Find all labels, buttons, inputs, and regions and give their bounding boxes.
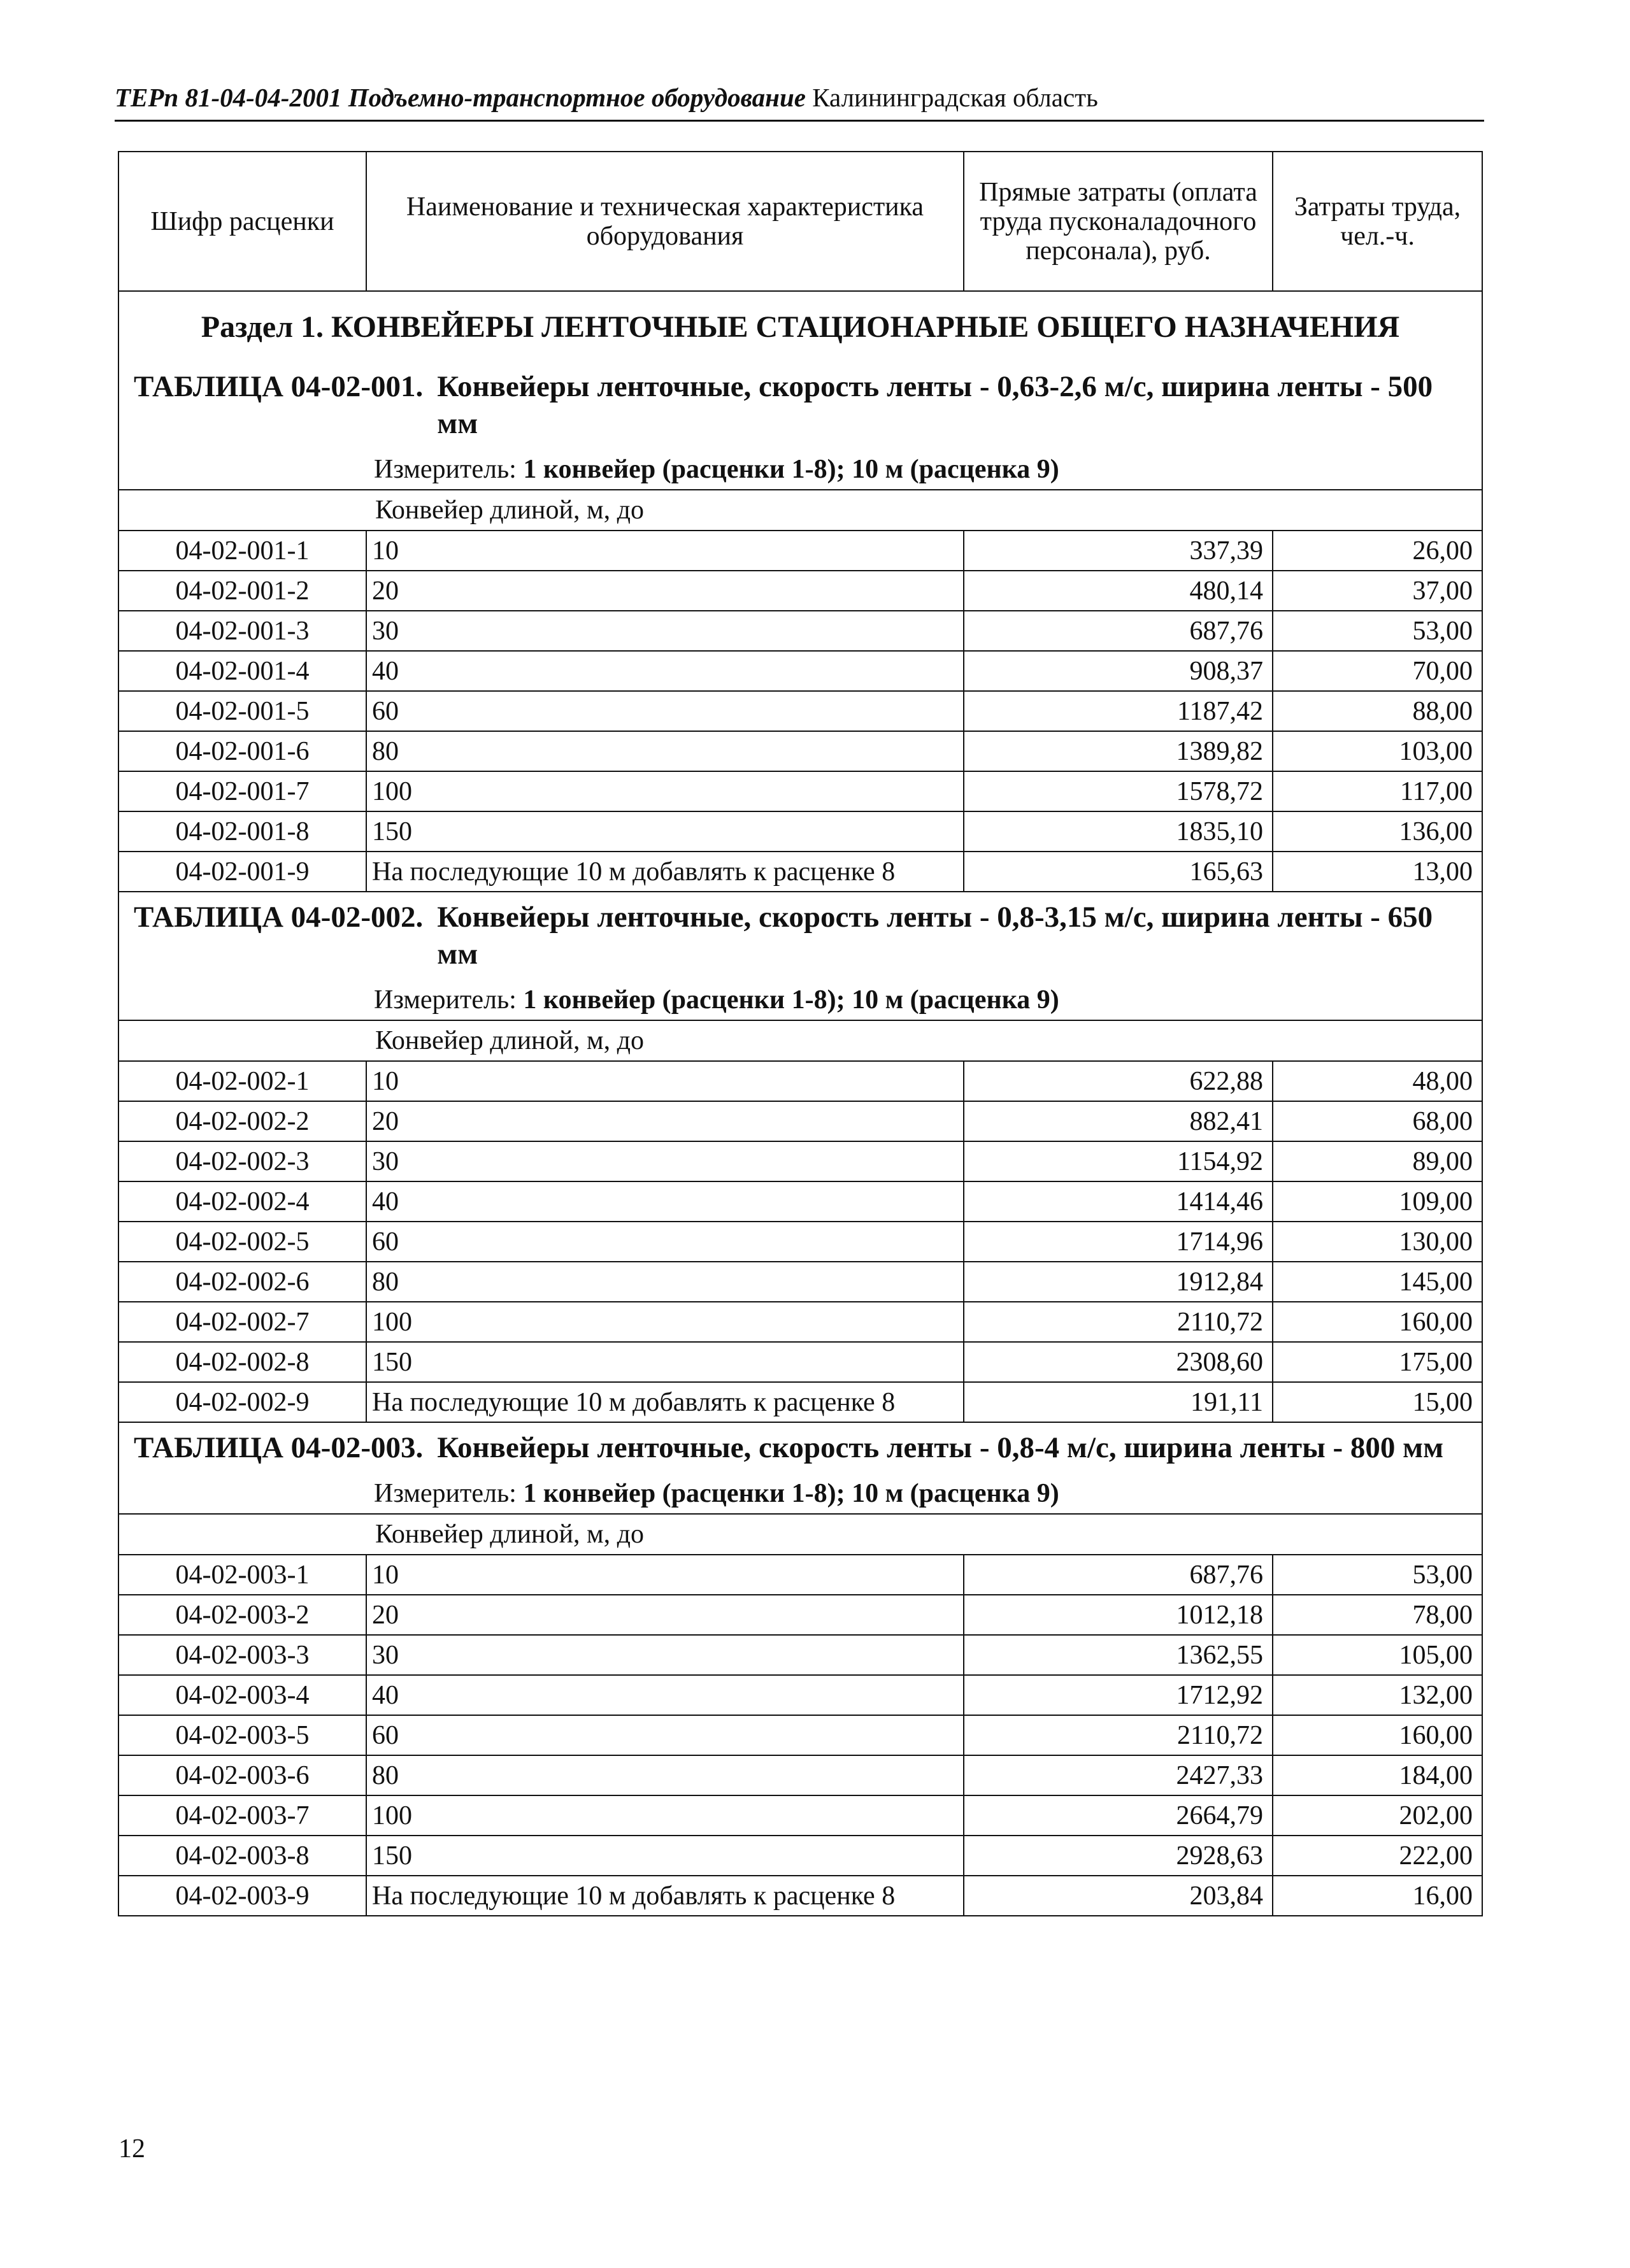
rate-labor-cell: 16,00 bbox=[1273, 1876, 1482, 1916]
rate-name-cell: На последующие 10 м добавлять к расценке 8 bbox=[366, 1876, 964, 1916]
table-row bbox=[118, 611, 1482, 651]
rate-cost-cell: 687,76 bbox=[964, 1555, 1273, 1595]
rate-name-cell: 40 bbox=[366, 1181, 964, 1222]
header-title: Подъемно-транспортное оборудование bbox=[348, 83, 806, 112]
rate-cost-cell: 1712,92 bbox=[964, 1675, 1273, 1715]
table-measure-row bbox=[118, 1474, 1482, 1514]
table-row bbox=[118, 1262, 1482, 1302]
rate-code-cell: 04-02-003-6 bbox=[118, 1755, 366, 1795]
column-header-cost: Прямые затраты (оплата труда пусконаладочного персонала), руб. bbox=[964, 152, 1273, 291]
running-header bbox=[115, 82, 1484, 113]
rate-name-cell: 60 bbox=[366, 691, 964, 731]
rate-cost-cell: 687,76 bbox=[964, 611, 1273, 651]
table-label: ТАБЛИЦА 04-02-003. bbox=[134, 1431, 424, 1464]
rate-code-cell: 04-02-003-7 bbox=[118, 1795, 366, 1836]
rate-labor-cell: 15,00 bbox=[1273, 1382, 1482, 1422]
page-number: 12 bbox=[118, 2134, 145, 2164]
table-measure bbox=[374, 985, 1470, 1015]
table-measure-row bbox=[118, 980, 1482, 1020]
header-code: ТЕРп 81-04-04-2001 bbox=[115, 83, 342, 112]
table-subheader-cell bbox=[118, 1020, 1482, 1061]
column-header-name: Наименование и техническая характеристика оборудования bbox=[366, 152, 964, 291]
rate-code-cell: 04-02-002-2 bbox=[118, 1101, 366, 1141]
table-row bbox=[118, 571, 1482, 611]
table-row bbox=[118, 1715, 1482, 1755]
rate-cost-cell: 1187,42 bbox=[964, 691, 1273, 731]
rate-labor-cell: 53,00 bbox=[1273, 611, 1482, 651]
table-row bbox=[118, 1755, 1482, 1795]
measure-value: 1 конвейер (расценки 1-8); 10 м (расценка 9) bbox=[523, 985, 1059, 1015]
rate-name-cell: 10 bbox=[366, 1555, 964, 1595]
rate-labor-cell: 136,00 bbox=[1273, 811, 1482, 852]
table-subheader: Конвейер длиной, м, до bbox=[375, 496, 644, 525]
table-title-text: Конвейеры ленточные, скорость ленты - 0,63-2,6 м/с, ширина ленты - 500 мм bbox=[437, 370, 1433, 440]
section-row bbox=[118, 291, 1482, 362]
table-subheader: Конвейер длиной, м, до bbox=[375, 1026, 644, 1055]
rate-code-cell: 04-02-002-3 bbox=[118, 1141, 366, 1181]
table-label: ТАБЛИЦА 04-02-002. bbox=[134, 901, 424, 934]
rate-labor-cell: 13,00 bbox=[1273, 852, 1482, 892]
rate-cost-cell: 882,41 bbox=[964, 1101, 1273, 1141]
table-title-row bbox=[118, 1422, 1482, 1474]
rate-labor-cell: 202,00 bbox=[1273, 1795, 1482, 1836]
rate-name-cell: На последующие 10 м добавлять к расценке 8 bbox=[366, 852, 964, 892]
rate-cost-cell: 2110,72 bbox=[964, 1302, 1273, 1342]
rate-code-cell: 04-02-002-7 bbox=[118, 1302, 366, 1342]
table-row bbox=[118, 771, 1482, 811]
rate-name-cell: 80 bbox=[366, 731, 964, 771]
rate-cost-cell: 203,84 bbox=[964, 1876, 1273, 1916]
table-row bbox=[118, 1342, 1482, 1382]
table-title bbox=[131, 1429, 1470, 1466]
rate-name-cell: 60 bbox=[366, 1715, 964, 1755]
rate-code-cell: 04-02-001-8 bbox=[118, 811, 366, 852]
rate-cost-cell: 2308,60 bbox=[964, 1342, 1273, 1382]
rate-cost-cell: 1714,96 bbox=[964, 1222, 1273, 1262]
rate-cost-cell: 337,39 bbox=[964, 531, 1273, 571]
rate-name-cell: 20 bbox=[366, 1595, 964, 1635]
rate-name-cell: 80 bbox=[366, 1755, 964, 1795]
rate-labor-cell: 130,00 bbox=[1273, 1222, 1482, 1262]
rate-code-cell: 04-02-002-6 bbox=[118, 1262, 366, 1302]
rate-labor-cell: 184,00 bbox=[1273, 1755, 1482, 1795]
rate-name-cell: 150 bbox=[366, 1836, 964, 1876]
rate-code-cell: 04-02-002-8 bbox=[118, 1342, 366, 1382]
rate-cost-cell: 1012,18 bbox=[964, 1595, 1273, 1635]
rate-code-cell: 04-02-001-5 bbox=[118, 691, 366, 731]
table-row bbox=[118, 1795, 1482, 1836]
price-table bbox=[118, 151, 1483, 1916]
rate-labor-cell: 78,00 bbox=[1273, 1595, 1482, 1635]
rate-cost-cell: 2928,63 bbox=[964, 1836, 1273, 1876]
rate-labor-cell: 109,00 bbox=[1273, 1181, 1482, 1222]
rate-name-cell: 40 bbox=[366, 651, 964, 691]
rate-labor-cell: 26,00 bbox=[1273, 531, 1482, 571]
table-title-cell bbox=[118, 1422, 1482, 1474]
rate-name-cell: 150 bbox=[366, 811, 964, 852]
table-row bbox=[118, 1061, 1482, 1101]
rate-labor-cell: 175,00 bbox=[1273, 1342, 1482, 1382]
rate-name-cell: 20 bbox=[366, 1101, 964, 1141]
table-subheader-row bbox=[118, 1514, 1482, 1555]
table-title-row bbox=[118, 892, 1482, 980]
rate-code-cell: 04-02-002-5 bbox=[118, 1222, 366, 1262]
table-subheader-cell bbox=[118, 1514, 1482, 1555]
rate-cost-cell: 1414,46 bbox=[964, 1181, 1273, 1222]
table-subheader-row bbox=[118, 1020, 1482, 1061]
table-row bbox=[118, 1595, 1482, 1635]
table-row bbox=[118, 1101, 1482, 1141]
table-row bbox=[118, 731, 1482, 771]
table-row bbox=[118, 1181, 1482, 1222]
rate-name-cell: 80 bbox=[366, 1262, 964, 1302]
rate-labor-cell: 105,00 bbox=[1273, 1635, 1482, 1675]
table-subheader: Конвейер длиной, м, до bbox=[375, 1520, 644, 1549]
table-measure bbox=[374, 1478, 1470, 1509]
table-subheader-row bbox=[118, 490, 1482, 531]
table-row bbox=[118, 811, 1482, 852]
table-title-text: Конвейеры ленточные, скорость ленты - 0,8-4 м/с, ширина ленты - 800 мм bbox=[437, 1431, 1444, 1464]
rate-cost-cell: 1578,72 bbox=[964, 771, 1273, 811]
rate-labor-cell: 88,00 bbox=[1273, 691, 1482, 731]
table-row bbox=[118, 852, 1482, 892]
measure-label: Измеритель: bbox=[374, 985, 517, 1015]
rate-code-cell: 04-02-003-1 bbox=[118, 1555, 366, 1595]
rate-labor-cell: 37,00 bbox=[1273, 571, 1482, 611]
rate-cost-cell: 1154,92 bbox=[964, 1141, 1273, 1181]
table-label: ТАБЛИЦА 04-02-001. bbox=[134, 370, 424, 403]
column-header-row bbox=[118, 152, 1482, 291]
rate-labor-cell: 103,00 bbox=[1273, 731, 1482, 771]
rate-name-cell: 10 bbox=[366, 531, 964, 571]
price-table-body bbox=[118, 152, 1482, 1916]
rate-name-cell: 100 bbox=[366, 771, 964, 811]
rate-cost-cell: 2110,72 bbox=[964, 1715, 1273, 1755]
rate-code-cell: 04-02-003-4 bbox=[118, 1675, 366, 1715]
rate-name-cell: 30 bbox=[366, 1141, 964, 1181]
table-row bbox=[118, 1675, 1482, 1715]
rate-name-cell: 100 bbox=[366, 1795, 964, 1836]
table-measure-cell bbox=[118, 980, 1482, 1020]
rate-name-cell: 20 bbox=[366, 571, 964, 611]
rate-cost-cell: 165,63 bbox=[964, 852, 1273, 892]
rate-cost-cell: 1389,82 bbox=[964, 731, 1273, 771]
rate-labor-cell: 89,00 bbox=[1273, 1141, 1482, 1181]
rate-cost-cell: 191,11 bbox=[964, 1382, 1273, 1422]
rate-cost-cell: 2664,79 bbox=[964, 1795, 1273, 1836]
rate-labor-cell: 145,00 bbox=[1273, 1262, 1482, 1302]
rate-labor-cell: 160,00 bbox=[1273, 1715, 1482, 1755]
table-title-cell bbox=[118, 362, 1482, 450]
measure-value: 1 конвейер (расценки 1-8); 10 м (расценка 9) bbox=[523, 455, 1059, 484]
rate-code-cell: 04-02-001-7 bbox=[118, 771, 366, 811]
table-row bbox=[118, 1382, 1482, 1422]
table-row bbox=[118, 1635, 1482, 1675]
rate-code-cell: 04-02-001-4 bbox=[118, 651, 366, 691]
rate-name-cell: 100 bbox=[366, 1302, 964, 1342]
table-title-cell bbox=[118, 892, 1482, 980]
rate-code-cell: 04-02-001-6 bbox=[118, 731, 366, 771]
measure-label: Измеритель: bbox=[374, 1479, 517, 1508]
table-row bbox=[118, 1141, 1482, 1181]
table-measure-row bbox=[118, 450, 1482, 490]
rate-name-cell: 30 bbox=[366, 611, 964, 651]
table-measure-cell bbox=[118, 1474, 1482, 1514]
section-title: Раздел 1. КОНВЕЙЕРЫ ЛЕНТОЧНЫЕ СТАЦИОНАРНЫЕ ОБЩЕГО НАЗНАЧЕНИЯ bbox=[118, 291, 1482, 362]
table-row bbox=[118, 531, 1482, 571]
rate-name-cell: 60 bbox=[366, 1222, 964, 1262]
rate-cost-cell: 480,14 bbox=[964, 571, 1273, 611]
rate-code-cell: 04-02-001-1 bbox=[118, 531, 366, 571]
rate-cost-cell: 908,37 bbox=[964, 651, 1273, 691]
rate-cost-cell: 1835,10 bbox=[964, 811, 1273, 852]
table-title-row bbox=[118, 362, 1482, 450]
rate-code-cell: 04-02-002-4 bbox=[118, 1181, 366, 1222]
rate-labor-cell: 222,00 bbox=[1273, 1836, 1482, 1876]
rate-labor-cell: 53,00 bbox=[1273, 1555, 1482, 1595]
rate-code-cell: 04-02-001-9 bbox=[118, 852, 366, 892]
column-header-code: Шифр расценки bbox=[118, 152, 366, 291]
table-row bbox=[118, 1555, 1482, 1595]
table-title bbox=[131, 368, 1470, 442]
table-measure-cell bbox=[118, 450, 1482, 490]
column-header-labor: Затраты труда, чел.-ч. bbox=[1273, 152, 1482, 291]
rate-code-cell: 04-02-002-1 bbox=[118, 1061, 366, 1101]
rate-name-cell: 30 bbox=[366, 1635, 964, 1675]
table-title-text: Конвейеры ленточные, скорость ленты - 0,8-3,15 м/с, ширина ленты - 650 мм bbox=[437, 901, 1433, 971]
table-title bbox=[131, 899, 1470, 973]
rate-code-cell: 04-02-003-5 bbox=[118, 1715, 366, 1755]
rate-code-cell: 04-02-002-9 bbox=[118, 1382, 366, 1422]
rate-cost-cell: 2427,33 bbox=[964, 1755, 1273, 1795]
measure-label: Измеритель: bbox=[374, 455, 517, 484]
rate-labor-cell: 117,00 bbox=[1273, 771, 1482, 811]
rate-labor-cell: 132,00 bbox=[1273, 1675, 1482, 1715]
rate-name-cell: 10 bbox=[366, 1061, 964, 1101]
table-subheader-cell bbox=[118, 490, 1482, 531]
rate-name-cell: 40 bbox=[366, 1675, 964, 1715]
table-row bbox=[118, 1302, 1482, 1342]
table-row bbox=[118, 1222, 1482, 1262]
rate-labor-cell: 70,00 bbox=[1273, 651, 1482, 691]
rate-cost-cell: 1362,55 bbox=[964, 1635, 1273, 1675]
table-measure bbox=[374, 454, 1470, 485]
rate-name-cell: На последующие 10 м добавлять к расценке 8 bbox=[366, 1382, 964, 1422]
rate-cost-cell: 1912,84 bbox=[964, 1262, 1273, 1302]
rate-code-cell: 04-02-003-3 bbox=[118, 1635, 366, 1675]
table-row bbox=[118, 691, 1482, 731]
rate-labor-cell: 48,00 bbox=[1273, 1061, 1482, 1101]
rate-name-cell: 150 bbox=[366, 1342, 964, 1382]
rate-code-cell: 04-02-003-8 bbox=[118, 1836, 366, 1876]
rate-code-cell: 04-02-001-3 bbox=[118, 611, 366, 651]
table-row bbox=[118, 1876, 1482, 1916]
table-row bbox=[118, 1836, 1482, 1876]
measure-value: 1 конвейер (расценки 1-8); 10 м (расценка 9) bbox=[523, 1479, 1059, 1508]
header-rule bbox=[115, 120, 1484, 122]
header-region: Калининградская область bbox=[812, 83, 1098, 112]
rate-cost-cell: 622,88 bbox=[964, 1061, 1273, 1101]
rate-code-cell: 04-02-003-2 bbox=[118, 1595, 366, 1635]
rate-code-cell: 04-02-001-2 bbox=[118, 571, 366, 611]
rate-code-cell: 04-02-003-9 bbox=[118, 1876, 366, 1916]
table-row bbox=[118, 651, 1482, 691]
rate-labor-cell: 160,00 bbox=[1273, 1302, 1482, 1342]
rate-labor-cell: 68,00 bbox=[1273, 1101, 1482, 1141]
